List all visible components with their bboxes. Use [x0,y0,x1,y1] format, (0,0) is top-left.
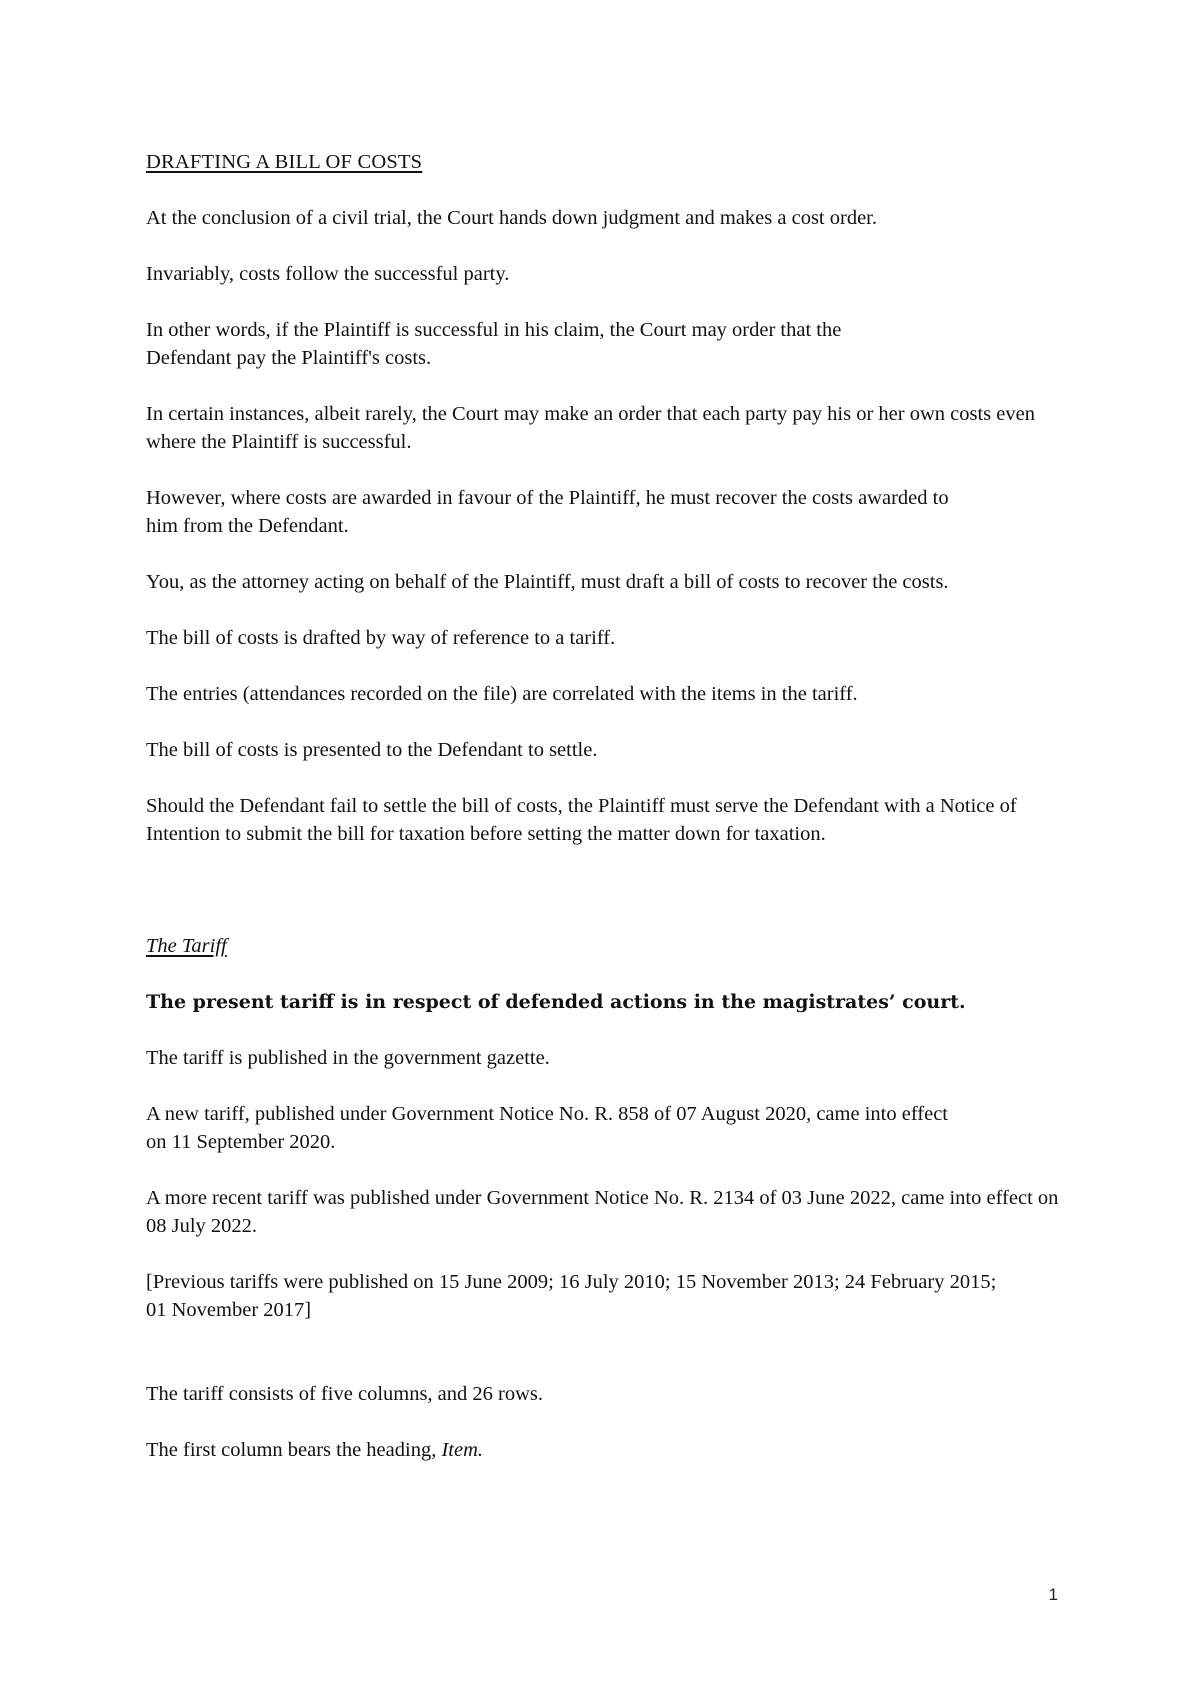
paragraph-certain-instances: In certain instances, albeit rarely, the Court may make an order that each party pay his or her own costs even where the Plaintiff is successful. [146,403,1035,453]
paragraph-other-words: In other words, if the Plaintiff is successful in his claim, the Court may order that the Defendant pay the Plaintiff's costs. [146,319,842,369]
tariff-bold-statement: The present tariff is in respect of defended actions in the magistrates’ court. [146,991,966,1013]
paragraph-entries: The entries (attendances recorded on the file) are correlated with the items in the tariff. [146,683,858,705]
document-title: DRAFTING A BILL OF COSTS [146,151,423,173]
paragraph-recent-tariff: A more recent tariff was published under Government Notice No. R. 2134 of 03 June 2022, came into effect on 08 July 2022. [146,1187,1059,1237]
paragraph-gazette: The tariff is published in the government gazette. [146,1047,550,1069]
first-column-heading: Item. [441,1439,484,1461]
paragraph-five-columns: The tariff consists of five columns, and 26 rows. [146,1383,544,1405]
tariff-heading: The Tariff [146,935,227,957]
first-column-text: The first column bears the heading, [146,1439,442,1461]
paragraph-however: However, where costs are awarded in favour of the Plaintiff, he must recover the costs awarded to him from the Defendant. [146,487,949,537]
paragraph-new-tariff: A new tariff, published under Government Notice No. R. 858 of 07 August 2020, came into effect on 11 September 2020. [146,1103,948,1153]
paragraph-drafted-by-reference: The bill of costs is drafted by way of reference to a tariff. [146,627,616,649]
paragraph-should-fail: Should the Defendant fail to settle the bill of costs, the Plaintiff must serve the Defendant with a Notice of Intention to submit the bill for taxation before setting the matter down for taxation. [146,795,1017,845]
paragraph-presented: The bill of costs is presented to the Defendant to settle. [146,739,598,761]
paragraph-previous-tariffs: [Previous tariffs were published on 15 June 2009; 16 July 2010; 15 November 2013; 24 February 2015; 01 November 2017] [146,1271,997,1321]
paragraph-attorney: You, as the attorney acting on behalf of the Plaintiff, must draft a bill of costs to recover the costs. [146,571,949,593]
paragraph-invariably: Invariably, costs follow the successful party. [146,263,510,285]
paragraph-first-column [146,1436,1076,1464]
page-number: 1 [1048,1585,1058,1604]
document-body [146,148,1076,1464]
paragraph-conclusion: At the conclusion of a civil trial, the Court hands down judgment and makes a cost order. [146,207,878,229]
